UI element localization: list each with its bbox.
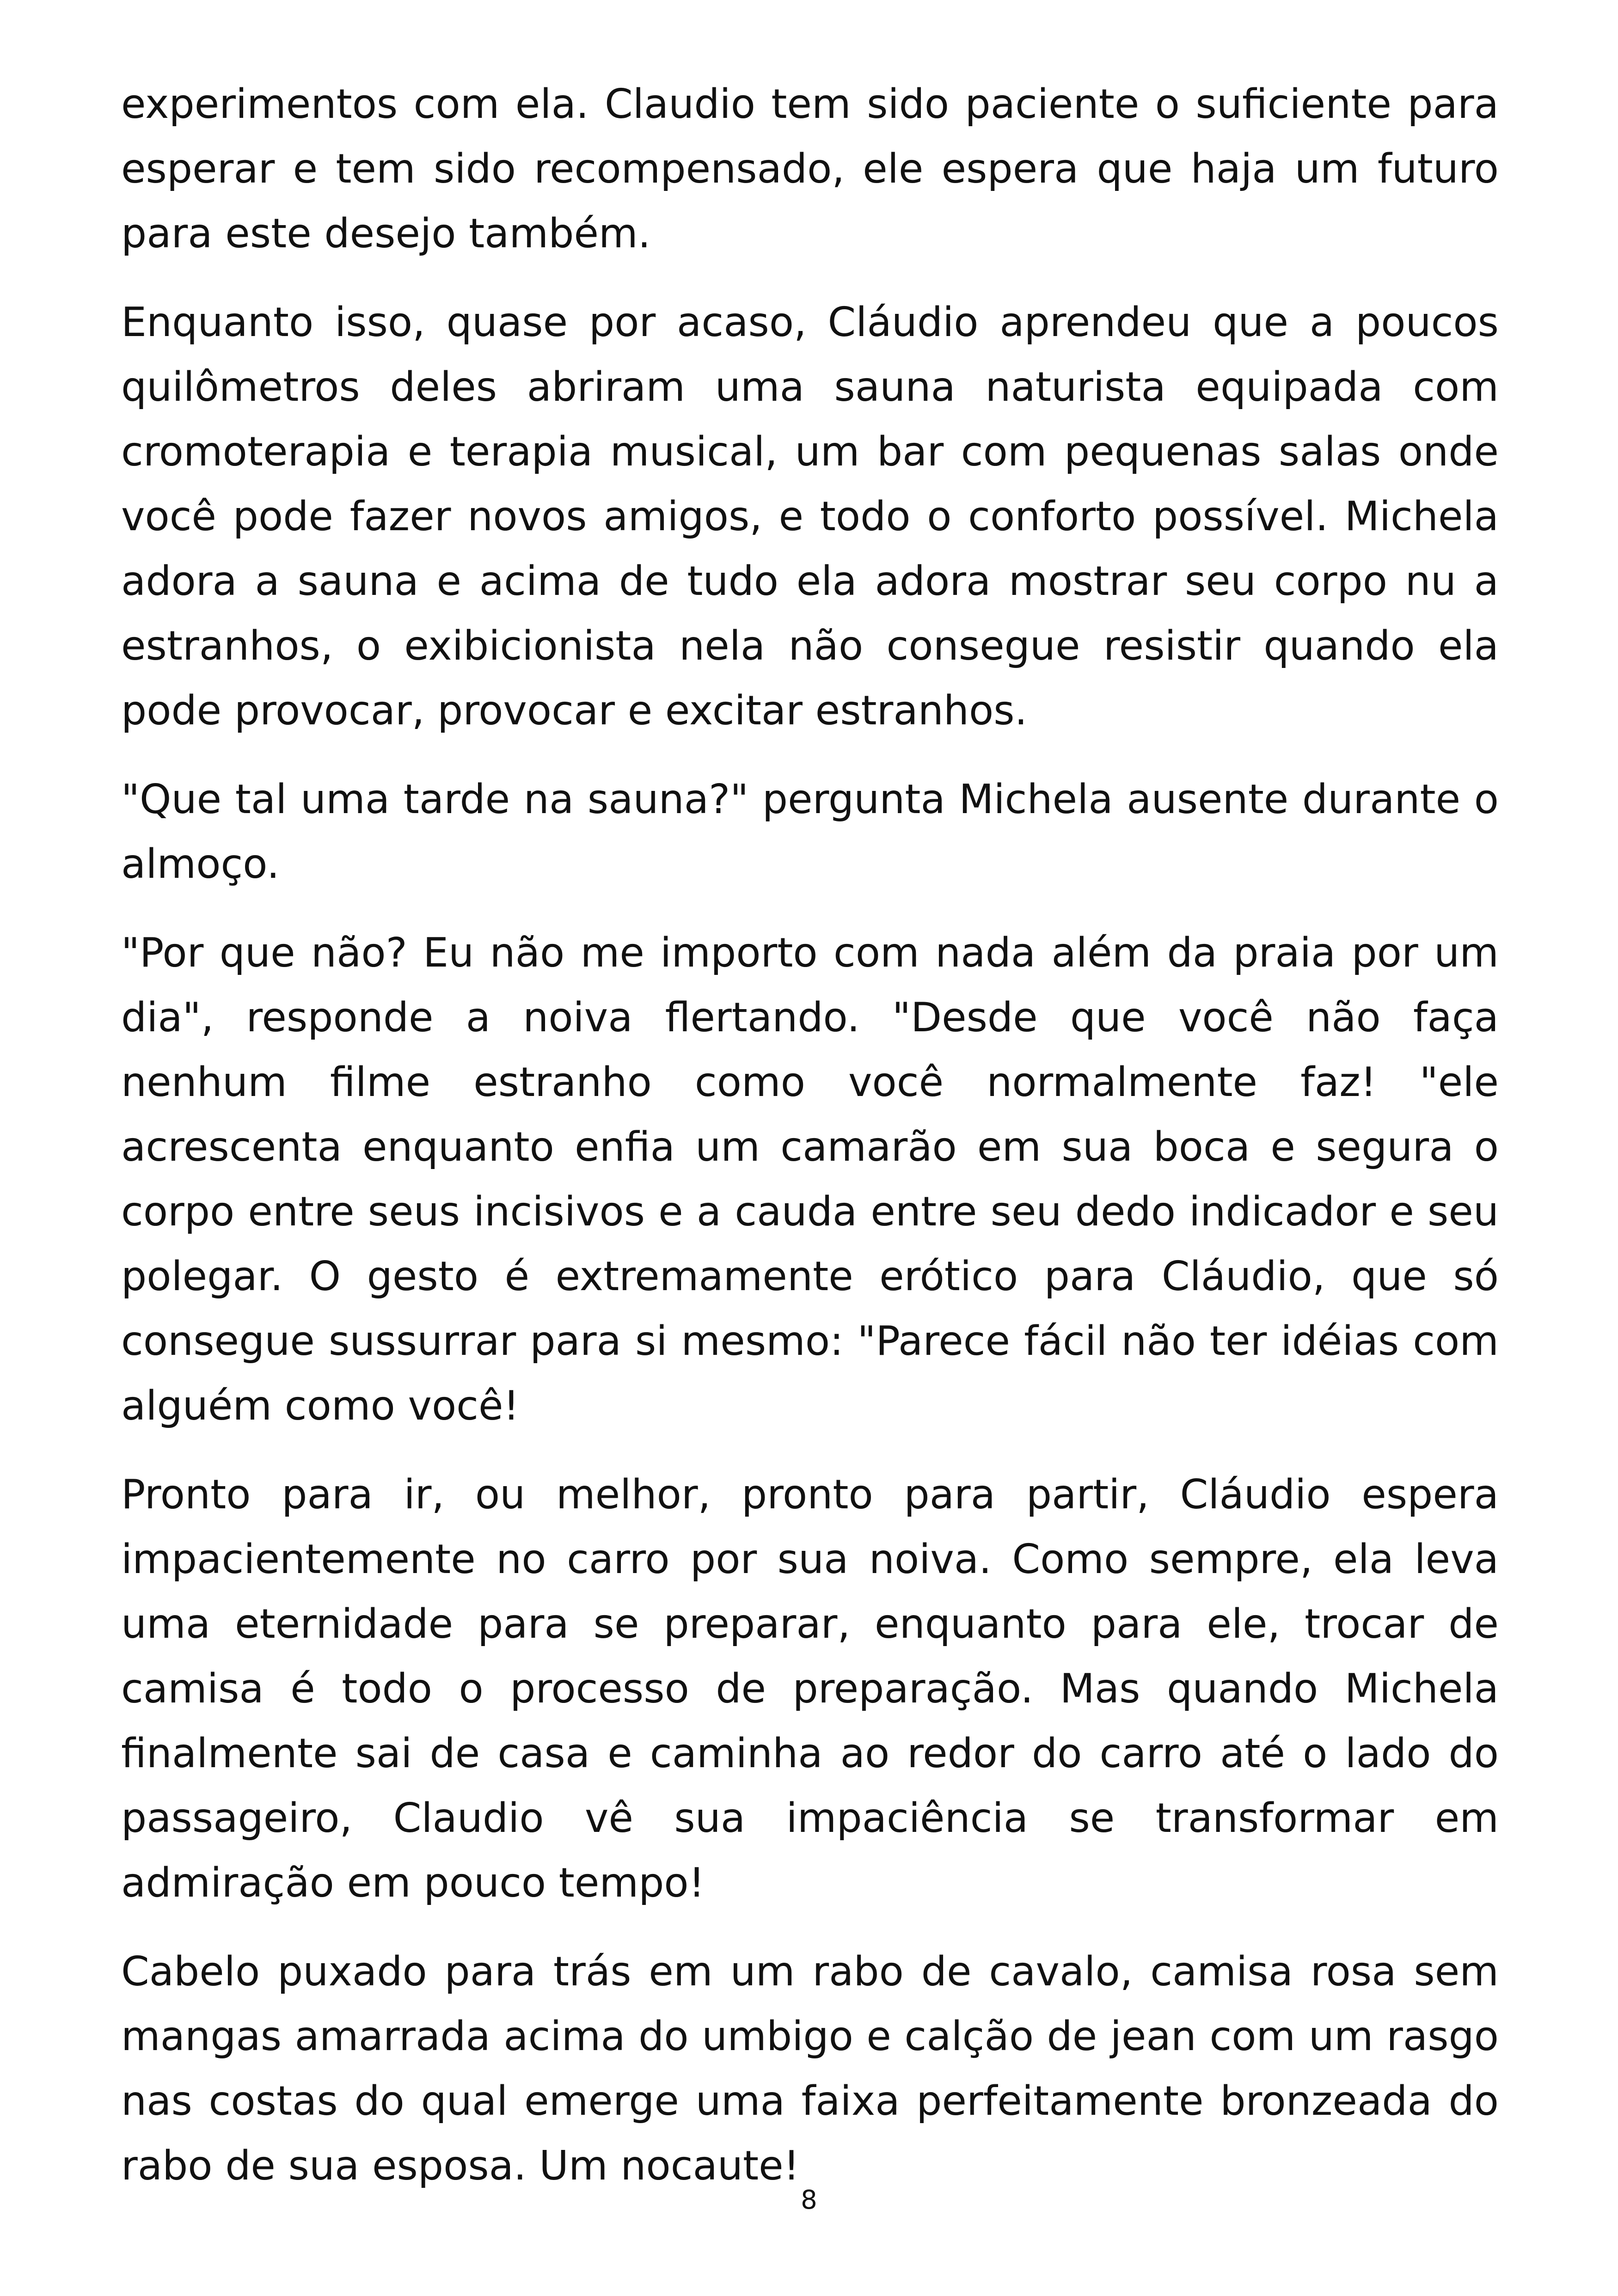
page-number: 8 <box>801 2185 817 2215</box>
paragraph: Cabelo puxado para trás em um rabo de cavalo, camisa rosa sem mangas amarrada acima do umbigo e calção de jean com um rasgo nas costas do qual emerge uma faixa perfeitamente bronzeada do rabo de sua esposa. Um nocaute! <box>121 1948 1499 2189</box>
paragraph: Enquanto isso, quase por acaso, Cláudio aprendeu que a poucos quilômetros deles abriram uma sauna naturista equipada com cromoterapia e terapia musical, um bar com pequenas salas onde você pode fazer novos amigos, e todo o conforto possível. Michela adora a sauna e acima de tudo ela adora mostrar seu corpo nu a estranhos, o exibicionista nela não consegue resistir quando ela pode provocar, provocar e excitar estranhos. <box>121 299 1499 734</box>
body-text <box>121 72 1499 2222</box>
paragraph: Pronto para ir, ou melhor, pronto para partir, Cláudio espera impacientemente no carro por sua noiva. Como sempre, ela leva uma eternidade para se preparar, enquanto para ele, trocar de camisa é todo o processo de preparação. Mas quando Michela finalmente sai de casa e caminha ao redor do carro até o lado do passageiro, Claudio vê sua impaciência se transformar em admiração em pouco tempo! <box>121 1471 1499 1906</box>
paragraph: "Que tal uma tarde na sauna?" pergunta Michela ausente durante o almoço. <box>121 776 1499 888</box>
paragraph: experimentos com ela. Claudio tem sido paciente o suficiente para esperar e tem sido recompensado, ele espera que haja um futuro para este desejo também. <box>121 80 1499 257</box>
paragraph: "Por que não? Eu não me importo com nada além da praia por um dia", responde a noiva flertando. "Desde que você não faça nenhum filme estranho como você normalmente faz! "ele acrescenta enquanto enfia um camarão em sua boca e segura o corpo entre seus incisivos e a cauda entre seu dedo indicador e seu polegar. O gesto é extremamente erótico para Cláudio, que só consegue sussurrar para si mesmo: "Parece fácil não ter idéias com alguém como você! <box>121 929 1499 1429</box>
